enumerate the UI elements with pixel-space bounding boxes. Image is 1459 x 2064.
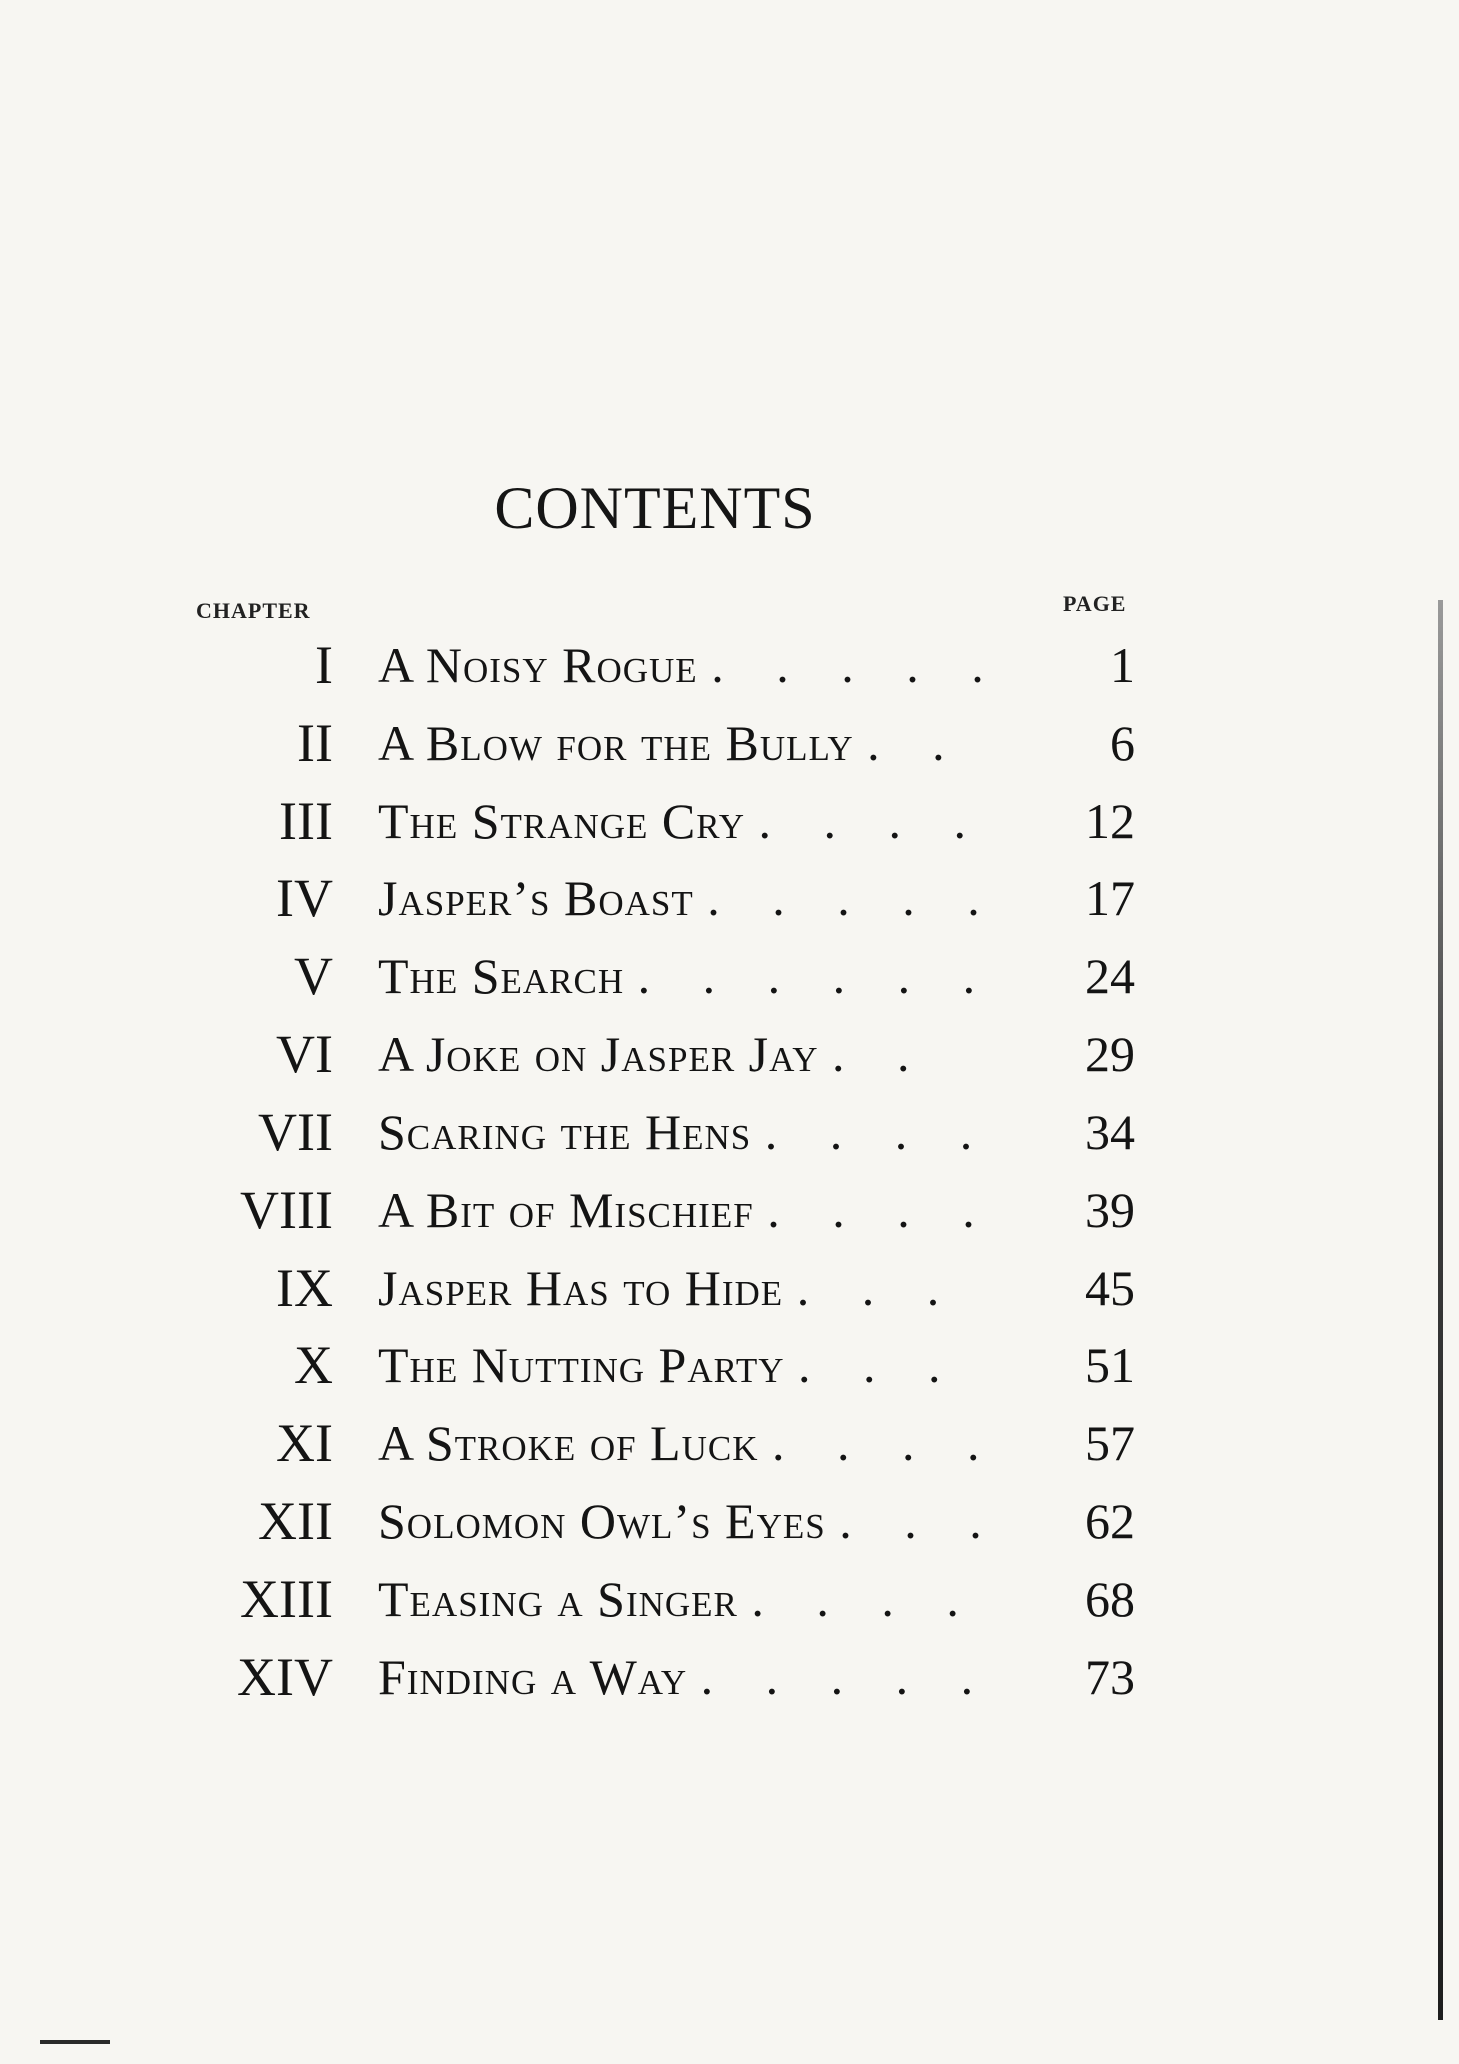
toc-entry	[0, 1015, 1459, 1093]
toc-entry	[0, 1093, 1459, 1171]
dot-leader: . . . . .	[700, 1649, 994, 1705]
chapter-title-text: The Nutting Party	[378, 1337, 785, 1393]
dot-leader: . . . .	[764, 1104, 993, 1160]
toc-entry	[0, 937, 1459, 1015]
dot-leader: . . . .	[772, 1415, 1000, 1471]
chapter-number: II	[297, 713, 333, 773]
page-number: 1	[1110, 637, 1135, 693]
page-number: 68	[1085, 1571, 1135, 1627]
chapter-title	[378, 1249, 1078, 1327]
chapter-title-text: A Bit of Mischief	[378, 1182, 754, 1238]
page-number: 39	[1085, 1182, 1135, 1238]
page-column-header: PAGE	[1063, 591, 1127, 616]
dot-leader: . . . .	[767, 1182, 995, 1238]
chapter-title	[378, 1326, 1078, 1404]
chapter-number: III	[279, 791, 333, 851]
chapter-number: VII	[258, 1102, 333, 1162]
page-number: 62	[1085, 1493, 1135, 1549]
chapter-title-text: Scaring the Hens	[378, 1104, 752, 1160]
toc-entry	[0, 1482, 1459, 1560]
chapter-title-text: A Stroke of Luck	[378, 1415, 759, 1471]
toc-entry	[0, 1560, 1459, 1638]
toc-entry	[0, 626, 1459, 704]
chapter-number: X	[294, 1335, 333, 1395]
chapter-title-text: Jasper’s Boast	[378, 870, 694, 926]
toc-entry	[0, 1326, 1459, 1404]
chapter-title	[378, 704, 1078, 782]
chapter-number: I	[315, 635, 333, 695]
chapter-number: VIII	[240, 1180, 333, 1240]
toc-entry	[0, 1404, 1459, 1482]
chapter-number: IX	[276, 1258, 333, 1318]
chapter-title-text: Solomon Owl’s Eyes	[378, 1493, 826, 1549]
chapter-title	[378, 1638, 1078, 1716]
chapter-title-text: A Noisy Rogue	[378, 637, 698, 693]
chapter-title	[378, 626, 1078, 704]
page-corner-mark	[40, 2040, 110, 2044]
chapter-title-text: Jasper Has to Hide	[378, 1260, 784, 1316]
chapter-number: XII	[258, 1491, 333, 1551]
dot-leader: . . .	[796, 1260, 960, 1316]
page-number: 17	[1085, 870, 1135, 926]
page-number: 12	[1085, 793, 1135, 849]
toc-entry	[0, 782, 1459, 860]
page-number: 24	[1085, 948, 1135, 1004]
dot-leader: . . . . .	[707, 870, 1000, 926]
page-edge-shadow	[1438, 600, 1443, 2020]
chapter-title-text: The Search	[378, 948, 625, 1004]
chapter-number: V	[294, 946, 333, 1006]
chapter-title-text: A Blow for the Bully	[378, 715, 854, 771]
toc-entry	[0, 1171, 1459, 1249]
chapter-column-header: CHAPTER	[196, 598, 311, 623]
chapter-title	[378, 1093, 1078, 1171]
dot-leader: . . . . .	[711, 637, 1004, 693]
dot-leader: . . .	[839, 1493, 1002, 1549]
page-number: 6	[1110, 715, 1135, 771]
chapter-number: XIV	[237, 1647, 333, 1707]
dot-leader: . . . . . .	[637, 948, 996, 1004]
page-number: 34	[1085, 1104, 1135, 1160]
chapter-title	[378, 1482, 1078, 1560]
dot-leader: . . . .	[758, 793, 986, 849]
chapter-number: IV	[276, 868, 333, 928]
chapter-title	[378, 1404, 1078, 1482]
chapter-title	[378, 1015, 1078, 1093]
toc-entry	[0, 859, 1459, 937]
page-number: 29	[1085, 1026, 1135, 1082]
chapter-number: VI	[276, 1024, 333, 1084]
chapter-title-text: Finding a Way	[378, 1649, 688, 1705]
page-number: 45	[1085, 1260, 1135, 1316]
toc-entry	[0, 1249, 1459, 1327]
page-number: 73	[1085, 1649, 1135, 1705]
chapter-number: XIII	[240, 1569, 333, 1629]
chapter-title	[378, 937, 1078, 1015]
toc-entry	[0, 704, 1459, 782]
toc-entry	[0, 1638, 1459, 1716]
dot-leader: . . . .	[751, 1571, 979, 1627]
chapter-title-text: Teasing a Singer	[378, 1571, 738, 1627]
chapter-title-text: A Joke on Jasper Jay	[378, 1026, 819, 1082]
dot-leader: . . .	[798, 1337, 961, 1393]
chapter-number: XI	[276, 1413, 333, 1473]
page-number: 51	[1085, 1337, 1135, 1393]
page-title: CONTENTS	[494, 475, 816, 541]
chapter-title	[378, 1171, 1078, 1249]
chapter-title-text: The Strange Cry	[378, 793, 745, 849]
page-number: 57	[1085, 1415, 1135, 1471]
dot-leader: . .	[867, 715, 965, 771]
chapter-title	[378, 859, 1078, 937]
chapter-title	[378, 1560, 1078, 1638]
dot-leader: . .	[831, 1026, 930, 1082]
chapter-title	[378, 782, 1078, 860]
